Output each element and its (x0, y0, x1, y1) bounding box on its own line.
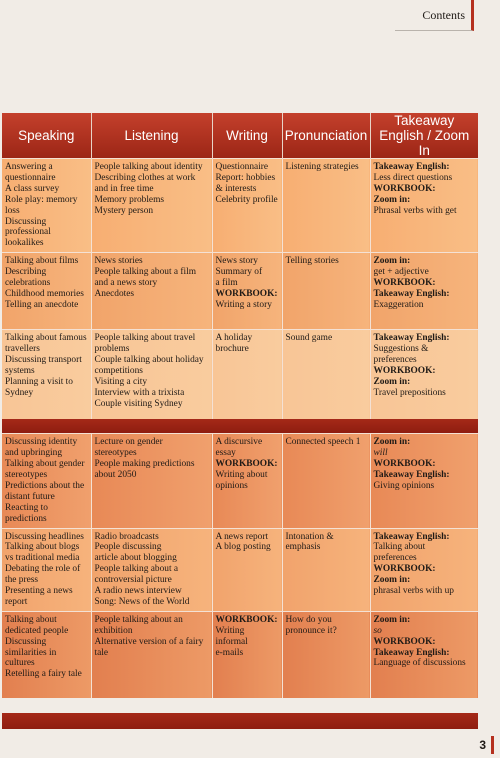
cell-line: dedicated people (5, 625, 69, 636)
cell-line: Writing (215, 625, 245, 636)
cell-line: Summary of (215, 267, 263, 278)
cell-line: similarities in (5, 647, 57, 658)
cell-speaking (2, 159, 91, 253)
cell-line: stereotypes (5, 469, 48, 480)
cell-line: People talking about identity (94, 162, 203, 172)
cell-line: WORKBOOK: (373, 636, 436, 647)
cell-writing (212, 434, 282, 528)
cell-line: Discussing identity (5, 437, 78, 448)
cell-listening (91, 253, 212, 330)
cell-line: Report: hobbies (215, 172, 276, 183)
cell-line: WORKBOOK: (373, 183, 436, 194)
cell-listening (91, 330, 212, 420)
column-header-takeaway: Takeaway English / Zoom In (370, 113, 478, 159)
cell-writing (212, 611, 282, 698)
cell-line: Mystery person (94, 205, 154, 216)
cell-line: Telling an anecdote (5, 299, 79, 310)
cell-line: Presenting a news (5, 586, 73, 597)
cell-line: Sound game (285, 333, 333, 344)
cell-line: Takeaway English: (373, 531, 450, 542)
cell-line: Discussing (5, 636, 47, 647)
cell-line: Suggestions & (373, 344, 429, 355)
cell-line: How do you (285, 614, 332, 625)
cell-line: Giving opinions (373, 480, 435, 491)
cell-line: Talking about films (5, 256, 79, 267)
cell-line: systems (5, 365, 35, 376)
cell-line: People talking about a (94, 564, 179, 575)
cell-speaking (2, 434, 91, 528)
cell-line: Memory problems (94, 194, 165, 205)
contents-label: Contents (422, 8, 465, 22)
bottom-band (2, 713, 478, 729)
cell-line: Listening strategies (285, 162, 359, 172)
cell-line: tale (94, 647, 109, 658)
cell-line: People talking about an (94, 614, 183, 625)
cell-line: Alternative version of a fairy (94, 636, 204, 647)
cell-takeaway (370, 434, 478, 528)
cell-line: cultures (5, 658, 35, 669)
cell-line: pronounce it? (285, 625, 337, 636)
cell-line: Writing about (215, 469, 268, 480)
cell-line: e-mails (215, 647, 244, 658)
cell-line: Exaggeration (373, 299, 424, 310)
cell-line: emphasis (285, 542, 321, 553)
cell-line: Talking about (5, 614, 57, 625)
cell-line: Connected speech 1 (285, 437, 361, 448)
cell-line: Describing (5, 267, 47, 278)
cell-line: the press (5, 575, 39, 586)
cell-line: News story (215, 256, 258, 267)
cell-line: and upbringing (5, 448, 63, 459)
cell-line: WORKBOOK: (215, 614, 278, 625)
cell-line: and in free time (94, 183, 154, 194)
cell-takeaway (370, 159, 478, 253)
cell-pronunciation (282, 611, 370, 698)
cell-line: opinions (215, 480, 248, 491)
cell-line: Discussing transport (5, 355, 82, 366)
table-row (2, 528, 478, 611)
cell-line: Takeaway English: (373, 469, 450, 480)
cell-line: loss (5, 205, 20, 216)
cell-line: A holiday (215, 333, 253, 344)
cell-pronunciation (282, 253, 370, 330)
cell-pronunciation (282, 330, 370, 420)
page-number: 3 (479, 738, 486, 752)
cell-takeaway (370, 253, 478, 330)
cell-line: vs traditional media (5, 553, 80, 564)
cell-line: Travel prepositions (373, 387, 446, 398)
cell-speaking (2, 253, 91, 330)
cell-line: predictions (5, 513, 47, 524)
cell-line: Radio broadcasts (94, 531, 159, 542)
cell-line: Debating the role of (5, 564, 81, 575)
cell-line: Talking about famous (5, 333, 87, 344)
cell-line: A class survey (5, 183, 60, 194)
cell-listening (91, 611, 212, 698)
cell-listening (91, 434, 212, 528)
cell-line: Takeaway English: (373, 647, 450, 658)
cell-listening (91, 159, 212, 253)
cell-line: Intonation & (285, 531, 334, 542)
cell-line: Interview with a trixista (94, 387, 185, 398)
cell-line: phrasal verbs with up (373, 586, 454, 597)
cell-line: Anecdotes (94, 288, 135, 299)
cell-line: problems (94, 344, 130, 355)
cell-line: distant future (5, 491, 55, 502)
cell-line: Childhood memories (5, 288, 84, 299)
cell-line: article about blogging (94, 553, 177, 564)
cell-line: Takeaway English: (373, 288, 450, 299)
cell-line: report (5, 596, 28, 607)
cell-line: WORKBOOK: (215, 459, 278, 470)
cell-line: brochure (215, 344, 249, 355)
cell-line: Reacting to (5, 502, 48, 513)
cell-line: Retelling a fairy tale (5, 669, 82, 680)
cell-line: Couple talking about holiday (94, 355, 204, 366)
cell-line: essay (215, 448, 236, 459)
cell-line: Couple visiting Sydney (94, 398, 183, 409)
page-marker (491, 736, 494, 754)
cell-line: WORKBOOK: (373, 365, 436, 376)
cell-speaking (2, 528, 91, 611)
cell-line: competitions (94, 365, 143, 376)
cell-line: so (373, 625, 382, 636)
cell-line: Talking about gender (5, 459, 85, 470)
column-header-writing: Writing (212, 113, 282, 159)
column-header-listening: Listening (91, 113, 212, 159)
cell-line: Zoom in: (373, 256, 411, 267)
cell-line: Song: News of the World (94, 596, 190, 607)
column-header-speaking: Speaking (2, 113, 91, 159)
table-row (2, 434, 478, 528)
cell-line: Zoom in: (373, 376, 411, 387)
cell-line: WORKBOOK: (215, 288, 278, 299)
cell-pronunciation (282, 159, 370, 253)
cell-line: Takeaway English: (373, 333, 450, 344)
cell-line: People talking about travel (94, 333, 196, 344)
section-band-cell (2, 419, 478, 434)
cell-line: controversial picture (94, 575, 172, 586)
cell-line: Zoom in: (373, 575, 411, 586)
cell-line: Zoom in: (373, 614, 411, 625)
cell-line: Planning a visit to (5, 376, 73, 387)
cell-line: preferences (373, 355, 417, 366)
cell-line: a film (215, 278, 238, 289)
table-row (2, 159, 478, 253)
cell-speaking (2, 611, 91, 698)
cell-writing (212, 253, 282, 330)
cell-line: and a news story (94, 278, 158, 289)
cell-line: Discussing headlines (5, 531, 84, 542)
cell-line: Talking about blogs (5, 542, 80, 553)
cell-line: A blog posting (215, 542, 271, 553)
cell-line: Talking about (373, 542, 426, 553)
cell-line: about 2050 (94, 469, 137, 480)
cell-writing (212, 330, 282, 420)
cell-listening (91, 528, 212, 611)
cell-line: Language of discussions (373, 658, 466, 669)
column-header-pronunciation: Pronunciation (282, 113, 370, 159)
cell-line: Predictions about the (5, 480, 85, 491)
cell-line: News stories (94, 256, 143, 267)
cell-pronunciation (282, 434, 370, 528)
cell-line: A news report (215, 531, 269, 542)
cell-line: Writing a story (215, 299, 272, 310)
cell-line: People talking about a film (94, 267, 197, 278)
contents-tab[interactable] (395, 0, 474, 31)
cell-line: Celebrity profile (215, 194, 278, 205)
cell-line: A radio news interview (94, 586, 182, 597)
cell-line: Lecture on gender (94, 437, 163, 448)
cell-line: lookalikes (5, 238, 44, 249)
cell-line: preferences (373, 553, 417, 564)
cell-line: A discursive (215, 437, 263, 448)
cell-line: get + adjective (373, 267, 429, 278)
cell-line: People discussing (94, 542, 162, 553)
cell-line: Describing clothes at work (94, 172, 196, 183)
cell-writing (212, 159, 282, 253)
cell-line: Phrasal verbs with get (373, 205, 457, 216)
cell-writing (212, 528, 282, 611)
cell-line: professional (5, 227, 51, 238)
cell-line: People making predictions (94, 459, 195, 470)
cell-line: Questionnaire (215, 162, 269, 172)
cell-line: travellers (5, 344, 40, 355)
column-header-row (2, 113, 478, 159)
section-band (2, 419, 478, 434)
cell-speaking (2, 330, 91, 420)
cell-line: celebrations (5, 278, 51, 289)
cell-line: exhibition (94, 625, 133, 636)
cell-line: Role play: memory (5, 194, 78, 205)
cell-line: Zoom in: (373, 194, 411, 205)
cell-line: WORKBOOK: (373, 278, 436, 289)
cell-takeaway (370, 330, 478, 420)
cell-takeaway (370, 528, 478, 611)
cell-line: Telling stories (285, 256, 339, 267)
table-row (2, 253, 478, 330)
cell-line: Discussing (5, 216, 47, 227)
cell-line: questionnaire (5, 172, 56, 183)
cell-line: will (373, 448, 388, 459)
cell-line: Less direct questions (373, 172, 453, 183)
cell-pronunciation (282, 528, 370, 611)
contents-table (2, 113, 478, 698)
table-row (2, 611, 478, 698)
cell-line: Answering a (5, 162, 53, 172)
cell-line: Zoom in: (373, 437, 411, 448)
cell-takeaway (370, 611, 478, 698)
cell-line: Sydney (5, 387, 34, 398)
cell-line: Visiting a city (94, 376, 148, 387)
cell-line: WORKBOOK: (373, 459, 436, 470)
cell-line: stereotypes (94, 448, 137, 459)
cell-line: Takeaway English: (373, 162, 450, 172)
cell-line: & interests (215, 183, 257, 194)
cell-line: WORKBOOK: (373, 564, 436, 575)
cell-line: informal (215, 636, 248, 647)
table-row (2, 330, 478, 420)
